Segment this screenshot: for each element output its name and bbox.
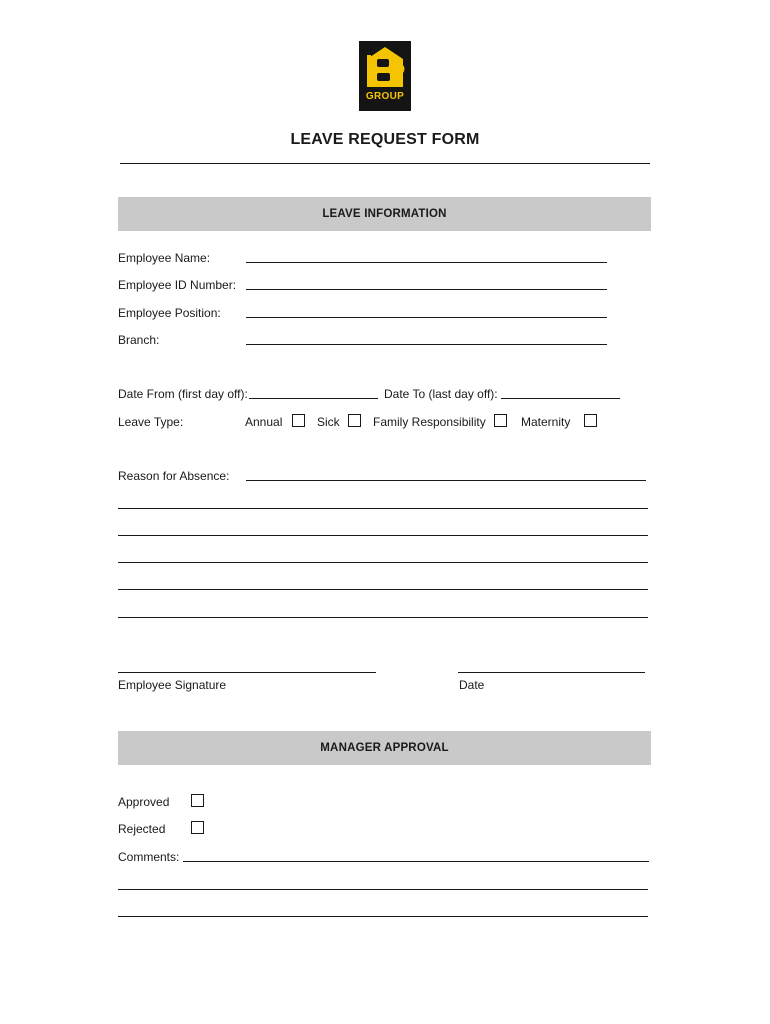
- approved-checkbox[interactable]: [191, 794, 204, 807]
- reason-field-line-6[interactable]: [118, 617, 648, 618]
- branch-field[interactable]: [246, 344, 607, 345]
- branch-label: Branch:: [118, 333, 160, 347]
- leave-type-sick-label: Sick: [317, 415, 340, 429]
- reason-field-line-1[interactable]: [246, 480, 646, 481]
- b-group-logo-icon: [359, 41, 411, 91]
- comments-field-line-2[interactable]: [118, 889, 648, 890]
- rejected-label: Rejected: [118, 822, 166, 836]
- rejected-checkbox[interactable]: [191, 821, 204, 834]
- comments-field-line-1[interactable]: [183, 861, 649, 862]
- reason-label: Reason for Absence:: [118, 469, 230, 483]
- leave-type-maternity-label: Maternity: [521, 415, 571, 429]
- approved-label: Approved: [118, 795, 170, 809]
- employee-position-field[interactable]: [246, 317, 607, 318]
- date-from-label: Date From (first day off):: [118, 387, 248, 401]
- employee-signature-field[interactable]: [118, 672, 376, 673]
- leave-type-sick-checkbox[interactable]: [348, 414, 361, 427]
- leave-type-annual-label: Annual: [245, 415, 283, 429]
- leave-type-annual-checkbox[interactable]: [292, 414, 305, 427]
- employee-position-label: Employee Position:: [118, 306, 221, 320]
- section-header-manager-approval: [118, 731, 651, 765]
- logo-wordmark: GROUP: [365, 91, 405, 102]
- employee-id-label: Employee ID Number:: [118, 278, 237, 292]
- employee-name-field[interactable]: [246, 262, 607, 263]
- signature-date-label: Date: [459, 678, 485, 692]
- reason-field-line-3[interactable]: [118, 535, 648, 536]
- date-to-label: Date To (last day off):: [384, 387, 498, 401]
- employee-signature-label: Employee Signature: [118, 678, 227, 692]
- date-to-field[interactable]: [501, 398, 620, 399]
- employee-name-label: Employee Name:: [118, 251, 211, 265]
- signature-date-field[interactable]: [458, 672, 645, 673]
- leave-type-label: Leave Type:: [118, 415, 184, 429]
- leave-type-family-label: Family Responsibility: [373, 415, 486, 429]
- section-heading: LEAVE INFORMATION: [322, 208, 447, 220]
- company-logo: [359, 41, 411, 111]
- reason-field-line-4[interactable]: [118, 562, 648, 563]
- comments-label: Comments:: [118, 850, 180, 864]
- leave-type-maternity-checkbox[interactable]: [584, 414, 597, 427]
- title-underline: [120, 163, 650, 164]
- date-from-field[interactable]: [249, 398, 378, 399]
- leave-type-family-checkbox[interactable]: [494, 414, 507, 427]
- page-title: LEAVE REQUEST FORM: [290, 131, 480, 148]
- comments-field-line-3[interactable]: [118, 916, 648, 917]
- reason-field-line-5[interactable]: [118, 589, 648, 590]
- reason-field-line-2[interactable]: [118, 508, 648, 509]
- section-header-leave-information: [118, 197, 651, 231]
- employee-id-field[interactable]: [246, 289, 607, 290]
- section-heading: MANAGER APPROVAL: [320, 742, 449, 754]
